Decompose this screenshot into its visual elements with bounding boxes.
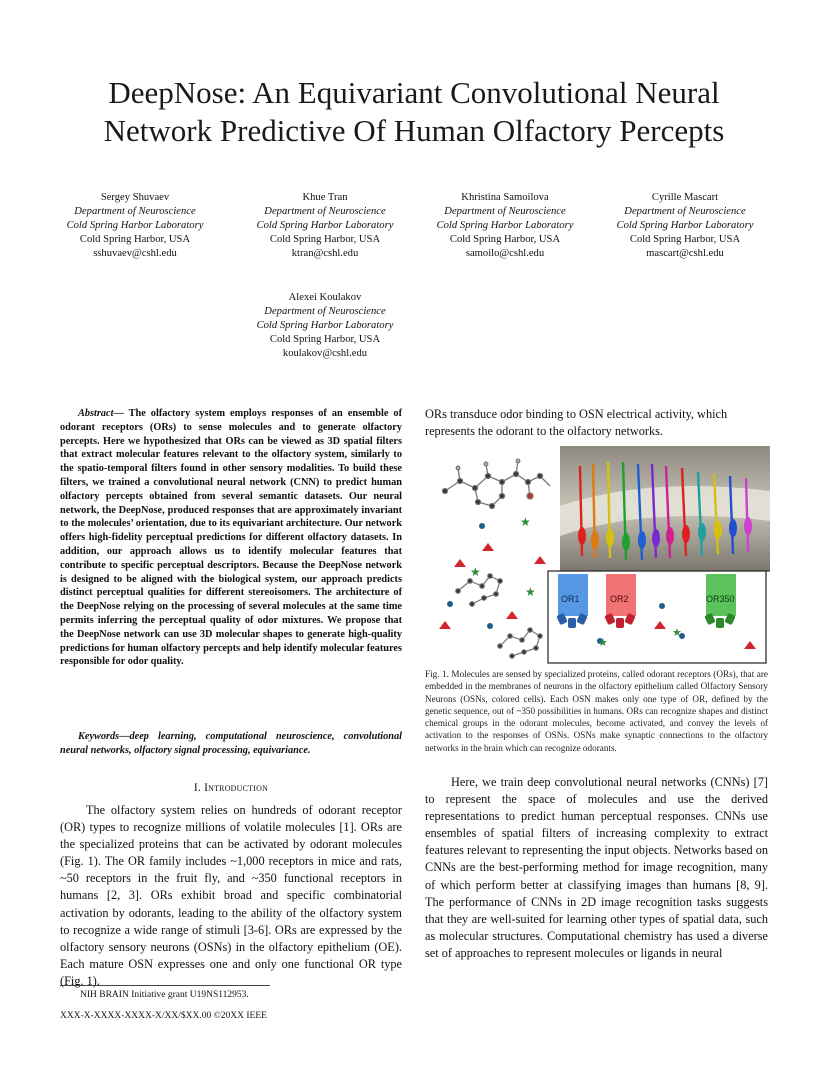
svg-text:★: ★ (672, 626, 682, 639)
author-lab: Cold Spring Harbor Laboratory (256, 220, 394, 231)
svg-text:★: ★ (470, 565, 481, 579)
or2-label: OR2 (610, 594, 629, 604)
author-block (230, 191, 420, 261)
title-line-2: Network Predictive Of Human Olfactory Percepts (103, 113, 725, 148)
author-dept: Department of Neuroscience (264, 206, 386, 217)
author-email: mascart@cshl.edu (646, 248, 724, 259)
author-block (230, 291, 420, 361)
section-number: I. (193, 782, 205, 794)
or1-label: OR1 (561, 594, 580, 604)
abstract-lead: Abstract (78, 408, 114, 419)
author-email: samoilo@cshl.edu (465, 248, 545, 259)
figure-caption: Fig. 1. Molecules are sensed by specialized proteins, called odorant receptors (ORs), that are embedded in the membranes of neurons in the olfactory epithelium called Olfactory Sensory Neurons (OSNs, colored cells). Each OSN makes only one type of OR, defined by the genetic sequence, out of ~350 possibilities in humans. ORs can recognize shapes and distinct chemical groups in the odorant molecules, become activated, and convey the levels of activation to the responses of OSNs. OSNs make synaptic connections to the olfactory networks in the brain which can recognize odorants. (425, 669, 768, 753)
or350-label: OR350 (706, 594, 735, 604)
molecule-icon (443, 459, 551, 508)
author-lab: Cold Spring Harbor Laboratory (436, 220, 574, 231)
abstract (60, 407, 402, 669)
svg-text:★: ★ (598, 636, 608, 649)
title-line-1: DeepNose: An Equivariant Convolutional Neural (108, 75, 720, 110)
svg-text:★: ★ (520, 515, 531, 529)
author-city: Cold Spring Harbor, USA (629, 234, 741, 245)
author-name: Alexei Koulakov (288, 292, 362, 303)
molecule-icon (498, 628, 542, 658)
epithelium-illustration (560, 446, 770, 571)
author-dept: Department of Neuroscience (74, 206, 196, 217)
svg-text:★: ★ (525, 585, 536, 599)
odorant-markers (439, 515, 546, 629)
section-heading (60, 782, 402, 794)
author-list (40, 191, 788, 271)
author-name: Khristina Samoilova (461, 192, 549, 203)
intro-continuation: ORs transduce odor binding to OSN electrical activity, which represents the odorant to the olfactory networks. (425, 407, 728, 439)
section-title: Introduction (204, 782, 269, 794)
author-city: Cold Spring Harbor, USA (269, 234, 381, 245)
footnote-divider (60, 985, 270, 986)
author-city: Cold Spring Harbor, USA (269, 334, 381, 345)
author-name: Khue Tran (302, 192, 348, 203)
copyright-line: XXX-X-XXXX-XXXX-X/XX/$XX.00 ©20XX IEEE (60, 1011, 267, 1021)
receptor-inset (548, 571, 770, 663)
author-block (590, 191, 780, 261)
author-email: sshuvaev@cshl.edu (93, 248, 177, 259)
intro-paragraph-left: The olfactory system relies on hundreds of odorant receptor (OR) types to recognize millions of volatile molecules [1]. ORs are the specialized proteins that can be activated by odorant molecules (Fig. 1). The OR family includes ~1,000 receptors in mice and rats, ~50 receptors in the fruit fly, and ~350 functional receptors in humans [2, 3]. ORs exhibit broad and specific combinatorial activation by odorants, leading to the ability of the olfactory system to recognize a wide range of stimuli [3-6]. ORs are expressed by the olfactory sensory neurons (OSNs) in the olfactory epithelium (OE). Each mature OSN expresses one and only one functional OR type (Fig. 1). (60, 803, 402, 988)
paper-title (40, 74, 788, 150)
author-block (410, 191, 600, 261)
intro-paragraph-right: Here, we train deep convolutional neural networks (CNNs) [7] to represent the space of molecules and use the derived representations to predict human perceptual responses. CNNs use ensembles of spatial filters of increasing complexity to extract features relevant to representing the input objects. Networks based on CNNs are the best-performing method for image recognition, many of which perform better at classifying images than humans [8, 9]. The performance of CNNs in 2D image recognition tasks suggests that they are well-suited for learning other types of spatial data, such as molecular structures. Computational chemistry has used a diverse set of approaches to represent molecules or ligands in neural (425, 775, 768, 960)
author-name: Cyrille Mascart (651, 192, 719, 203)
author-email: ktran@cshl.edu (291, 248, 359, 259)
author-email: koulakov@cshl.edu (282, 348, 368, 359)
author-block (40, 191, 230, 261)
author-city: Cold Spring Harbor, USA (79, 234, 191, 245)
author-city: Cold Spring Harbor, USA (449, 234, 561, 245)
author-dept: Department of Neuroscience (264, 306, 386, 317)
footnote: NIH BRAIN Initiative grant U19NS112953. (80, 990, 249, 1000)
author-name: Sergey Shuvaev (100, 192, 170, 203)
figure-1 (430, 446, 770, 664)
author-dept: Department of Neuroscience (444, 206, 566, 217)
author-lab: Cold Spring Harbor Laboratory (616, 220, 754, 231)
keywords: Keywords—deep learning, computational neuroscience, convolutional neural networks, olfactory signal processing, equivariance. (60, 731, 402, 756)
author-lab: Cold Spring Harbor Laboratory (66, 220, 204, 231)
abstract-text: — The olfactory system employs responses of an ensemble of odorant receptors (ORs) to sense molecules and to generate olfactory percepts. Here we hypothesized that ORs can be viewed as 3D spatial filters that extract molecular features relevant to the olfactory system, similarly to the spatio-temporal filters found in other sensory modalities. To build these filters, we trained a convolutional neural network (CNN) to predict human olfactory percepts obtained from several semantic datasets. Our neural network, the DeepNose, produced responses that are approximately invariant to the molecules’ orientation, due to its equivariant architecture. Our network offers high-fidelity perceptual predictions for different olfactory datasets. In addition, our approach allows us to identify molecular features that contribute to specific perceptual descriptors. Because the DeepNose network is designed to be aligned with the biological system, our approach predicts distinct perceptual qualities for different stereoisomers. The architecture of the DeepNose relying on the processing of several molecules at the same time permits inferring the perceptual quality of odor mixtures. We propose that the DeepNose network can use 3D molecular shapes to generate high-quality predictions for human olfactory percepts and help identify molecular features responsible for odor quality. (60, 408, 402, 668)
author-lab: Cold Spring Harbor Laboratory (256, 320, 394, 331)
author-dept: Department of Neuroscience (624, 206, 746, 217)
